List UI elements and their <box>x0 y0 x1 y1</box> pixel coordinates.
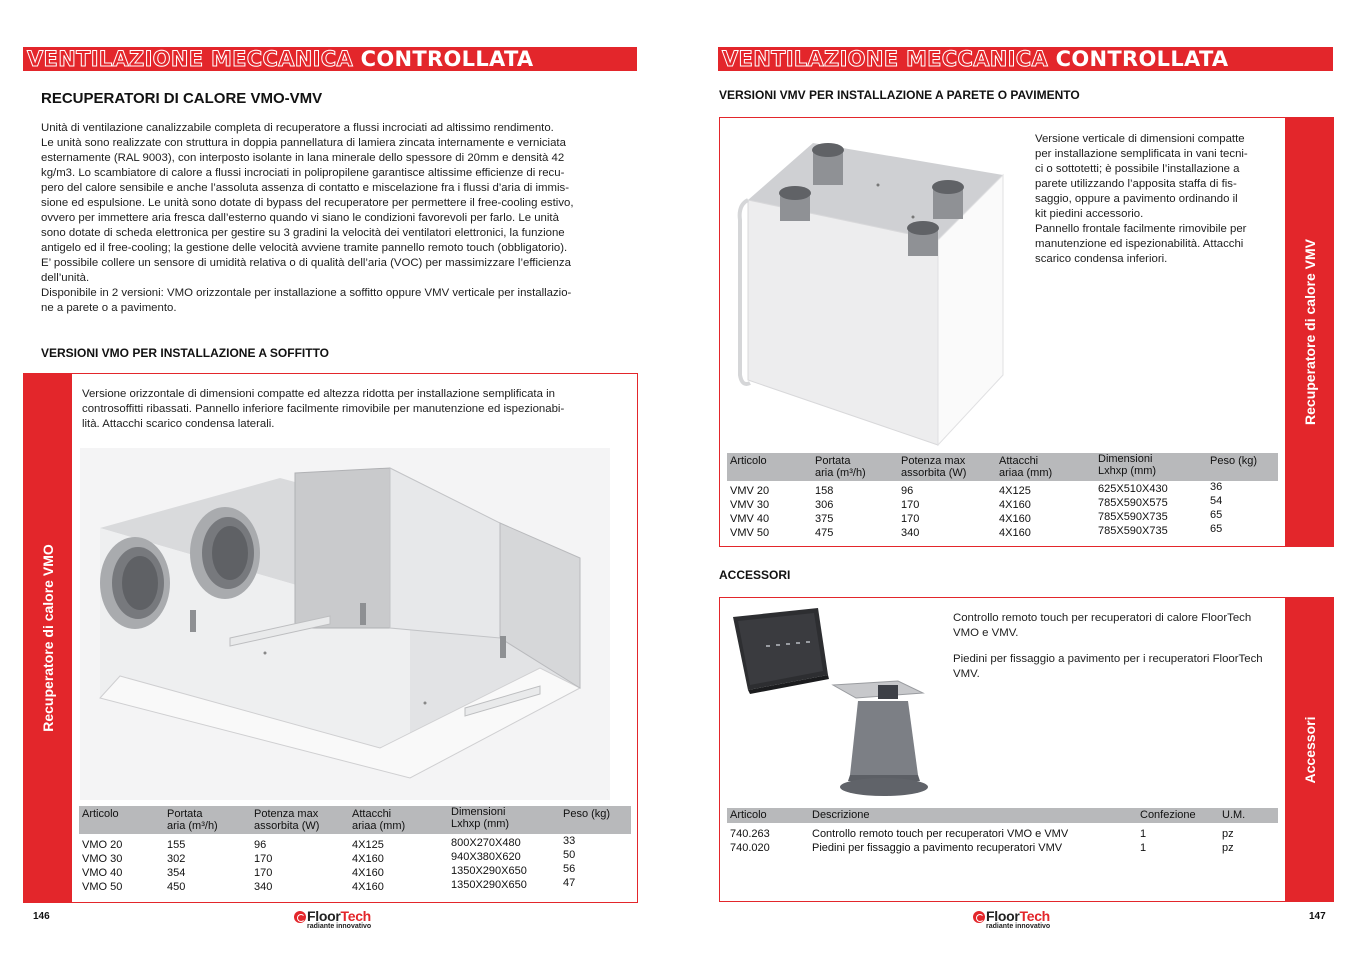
accessori-heading: ACCESSORI <box>719 568 791 582</box>
right-banner <box>718 47 1333 71</box>
accessori-side-tab <box>1285 597 1334 902</box>
vmo-th-peso: Peso (kg) <box>563 808 611 820</box>
accessori-desc-feet: Piedini per fissaggio a pavimento per i recuperatori FloorTech VMV. <box>953 653 1263 680</box>
vmo-th-attacchi: Attacchi ariaa (mm) <box>352 808 406 832</box>
vmo-th-portata: Portata aria (m³/h) <box>167 808 218 832</box>
vmo-table: Articolo Portata aria (m³/h) Potenza max assorbita (W) Attacchi ariaa (mm) Dimensioni Lxhxp (mm) Peso (kg) VMO 20 155 96 4X125 800X270X480 33 VMO 30 302 170 4X160 940X380X620 50 VMO 40 354 170 4X160 1350X290X650 56 VMO 50 450 340 4X160 1350X290X650 47 <box>79 806 631 896</box>
vmv-th-portata: Portata aria (m³/h) <box>815 455 866 479</box>
banner-solid-text: CONTROLLATA <box>360 47 534 71</box>
vmv-th-peso: Peso (kg) <box>1210 455 1258 467</box>
accessori-image <box>728 605 933 805</box>
vmo-unit-image <box>80 448 610 800</box>
intro-paragraph: Unità di ventilazione canalizzabile completa di recuperatore a flussi incrociati ad altissimo rendimento. Le unità sono realizzate con struttura in doppia pannellatura di lamiera zincata internamente e verniciata esternamente (RAL 9003), con interposto isolante in lana minerale dello spessore di 20mm e densità 42 kg/m3. Lo scambiatore di calore a flussi incrociati in polipropilene garantisce altissime efficienze di recu- pero del calore sensibile e anche l’assoluta assenza di contatto e miscelazione fra i flussi d’aria di immis- sione ed espulsione. Le unità sono dotate di bypass del recuperatore per permettere il free-cooling estivo, ovvero per immettere aria fresca dall’esterno quando vi siano le condizioni favorevoli per farlo. Le unità sono dotate di scheda elettronica per gestire su 3 gradini la velocità dei ventilatori elettronici, la funzione antigelo ed il free-cooling; la gestione delle velocità avviene tramite pannello remoto touch (obbligatorio). E’ possibile collere un sensore di umidità relativa o di qualità dell’aria (VOC) per massimizzare l’efficienza dell’unità. Disponibile in 2 versioni: VMO orizzontale per installazione a soffitto oppure VMV verticale per installazio- ne a parete o a pavimento. <box>41 122 574 314</box>
logo-mark-icon <box>294 911 306 923</box>
right-logo: FloorTech radiante innovativo <box>973 908 1073 932</box>
vmv-th-attacchi: Attacchi ariaa (mm) <box>999 455 1053 479</box>
accessori-desc-remote: Controllo remoto touch per recuperatori di calore FloorTech VMO e VMV. <box>953 612 1252 639</box>
vmo-th-dimensioni: Dimensioni Lxhxp (mm) <box>451 806 510 830</box>
logo-mark-icon <box>973 911 985 923</box>
vmo-description: Versione orizzontale di dimensioni compatte ed altezza ridotta per installazione semplificata in controsoffitti ribassati. Pannello inferiore facilmente rimovibile per manutenzione ed ispezionabi- lità. Attacchi scarico condensa laterali. <box>82 388 565 430</box>
acc-th-articolo: Articolo <box>730 809 767 821</box>
acc-th-confezione: Confezione <box>1140 809 1196 821</box>
vmv-side-label: Recuperatore di calore VMV <box>1301 239 1318 425</box>
accessori-table: Articolo Descrizione Confezione U.M. 740.263 Controllo remoto touch per recuperatori VMO e VMV 1 pz 740.020 Piedini per fissaggio a pavimento recuperatori VMV 1 pz <box>727 808 1278 858</box>
banner-solid-text: CONTROLLATA <box>1055 47 1229 71</box>
vmo-section-heading: VERSIONI VMO PER INSTALLAZIONE A SOFFITTO <box>41 346 330 360</box>
vmo-th-articolo: Articolo <box>82 808 119 820</box>
acc-th-um: U.M. <box>1222 809 1246 821</box>
right-page-number: 147 <box>1309 911 1326 922</box>
left-page-number: 146 <box>33 911 50 922</box>
acc-th-descrizione: Descrizione <box>812 809 870 821</box>
vmo-side-tab <box>23 373 72 903</box>
vmv-th-potenza: Potenza max assorbita (W) <box>901 455 967 479</box>
vmv-th-dimensioni: Dimensioni Lxhxp (mm) <box>1098 453 1157 477</box>
vmo-th-potenza: Potenza max assorbita (W) <box>254 808 320 832</box>
vmv-unit-image <box>728 125 1028 447</box>
page-title: RECUPERATORI DI CALORE VMO-VMV <box>41 90 323 107</box>
banner-outline-text: VENTILAZIONE MECCANICA <box>722 47 1049 71</box>
vmv-description: Versione verticale di dimensioni compatte per installazione semplificata in vani tecni- ci o sottotetti; è possibile l’installazione a parete utilizzando l’apposita staffa di fis- saggio, oppure a pavimento ordinando il kit piedini accessorio. Pannello frontale facilmente rimovibile per manutenzione ed ispezionabilità. Attacchi scarico condensa inferiori. <box>1035 133 1248 265</box>
accessori-side-label: Accessori <box>1301 716 1318 783</box>
vmo-side-label: Recuperatore di calore VMO <box>39 544 56 732</box>
vmv-th-articolo: Articolo <box>730 455 767 467</box>
banner-outline-text: VENTILAZIONE MECCANICA <box>27 47 354 71</box>
vmv-table: Articolo Portata aria (m³/h) Potenza max assorbita (W) Attacchi ariaa (mm) Dimensioni Lxhxp (mm) Peso (kg) VMV 20 158 96 4X125 625X510X430 36 VMV 30 306 170 4X160 785X590X575 54 VMV 40 375 170 4X160 785X590X735 65 VMV 50 475 340 4X160 785X590X735 65 <box>727 453 1278 541</box>
vmv-side-tab <box>1285 117 1334 547</box>
vmv-section-heading: VERSIONI VMV PER INSTALLAZIONE A PARETE O PAVIMENTO <box>719 88 1080 102</box>
left-banner <box>23 47 637 71</box>
left-logo: FloorTech radiante innovativo <box>294 908 394 932</box>
